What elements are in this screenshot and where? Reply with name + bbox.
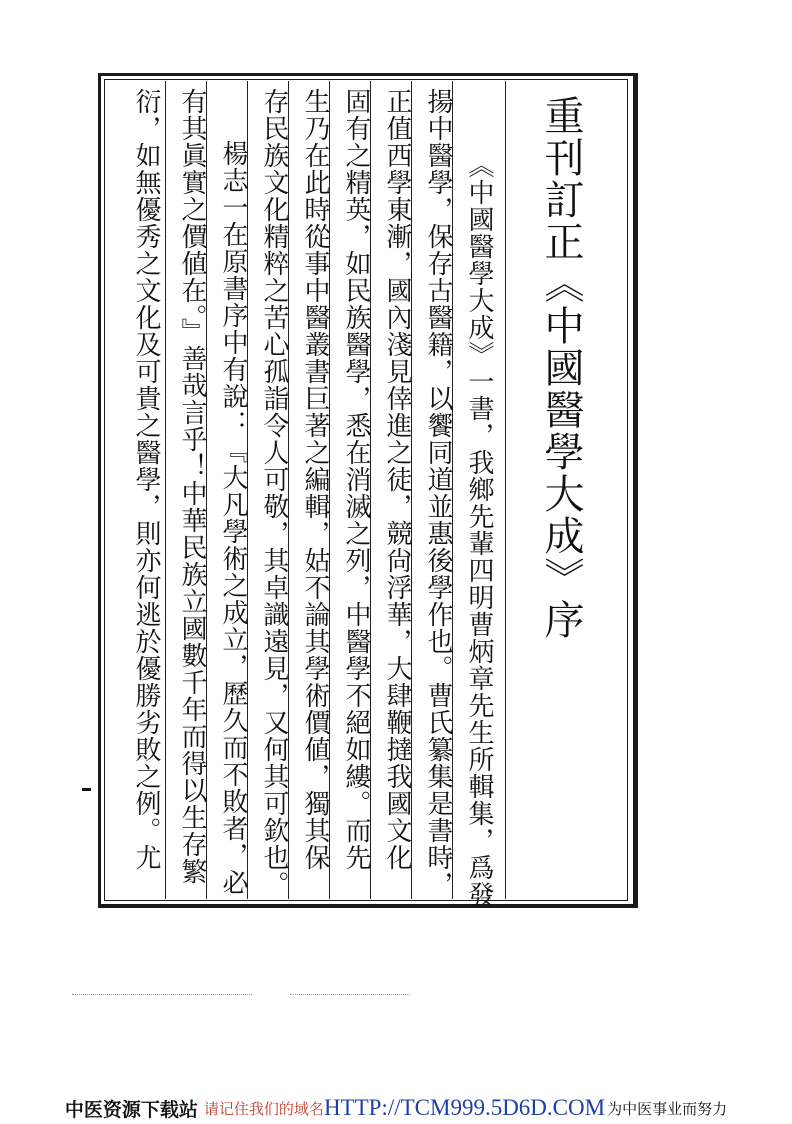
footer-notice: 请记住我们的域名 [203,1099,324,1118]
footer-slogan: 为中医事业而努力 [607,1099,728,1118]
scan-noise-dots [290,994,410,997]
footer-url-link[interactable]: HTTP://TCM999.5D6D.COM [323,1095,606,1120]
text-column-5: 生乃在此時從事中醫叢書巨著之編輯，姑不論其學術價値，獨其保 [300,88,330,871]
text-column-7: 楊志一在原書序中有說：『大凡學術之成立，歷久而不敗者，必 [218,140,248,896]
text-column-9: 衍，如無優秀之文化及可貴之醫學，則亦何逃於優勝劣敗之例。尤 [131,88,161,871]
document-title: 重刊訂正《中國醫學大成》序 [538,95,584,641]
text-column-8: 有其眞實之價値在。』善哉言乎！中華民族立國數千年而得以生存繁 [177,88,207,885]
text-column-4: 固有之精英，如民族醫學，悉在消滅之列，中醫學不絕如縷。而先 [341,88,371,871]
text-column-2: 揚中醫學，保存古醫籍，以饗同道並惠後學作也。曹氏纂集是書時， [423,88,453,898]
footer-site-name: 中医资源下载站 [64,1098,198,1121]
footer-banner [0,1092,792,1124]
column-rule [505,81,506,899]
text-column-3: 正值西學東漸，國內淺見倖進之徒，競尙浮華，大肆鞭撻我國文化 [382,88,412,871]
scan-noise-dots [72,994,252,997]
text-column-6: 存民族文化精粹之苦心孤詣令人可敬，其卓識遠見，又何其可欽也。 [259,88,289,898]
column-rule [165,81,166,899]
text-column-1: 《中國醫學大成》一書，我鄉先輩四明曹炳章先生所輯集，爲發 [464,152,494,908]
page-edge-mark [82,788,91,791]
